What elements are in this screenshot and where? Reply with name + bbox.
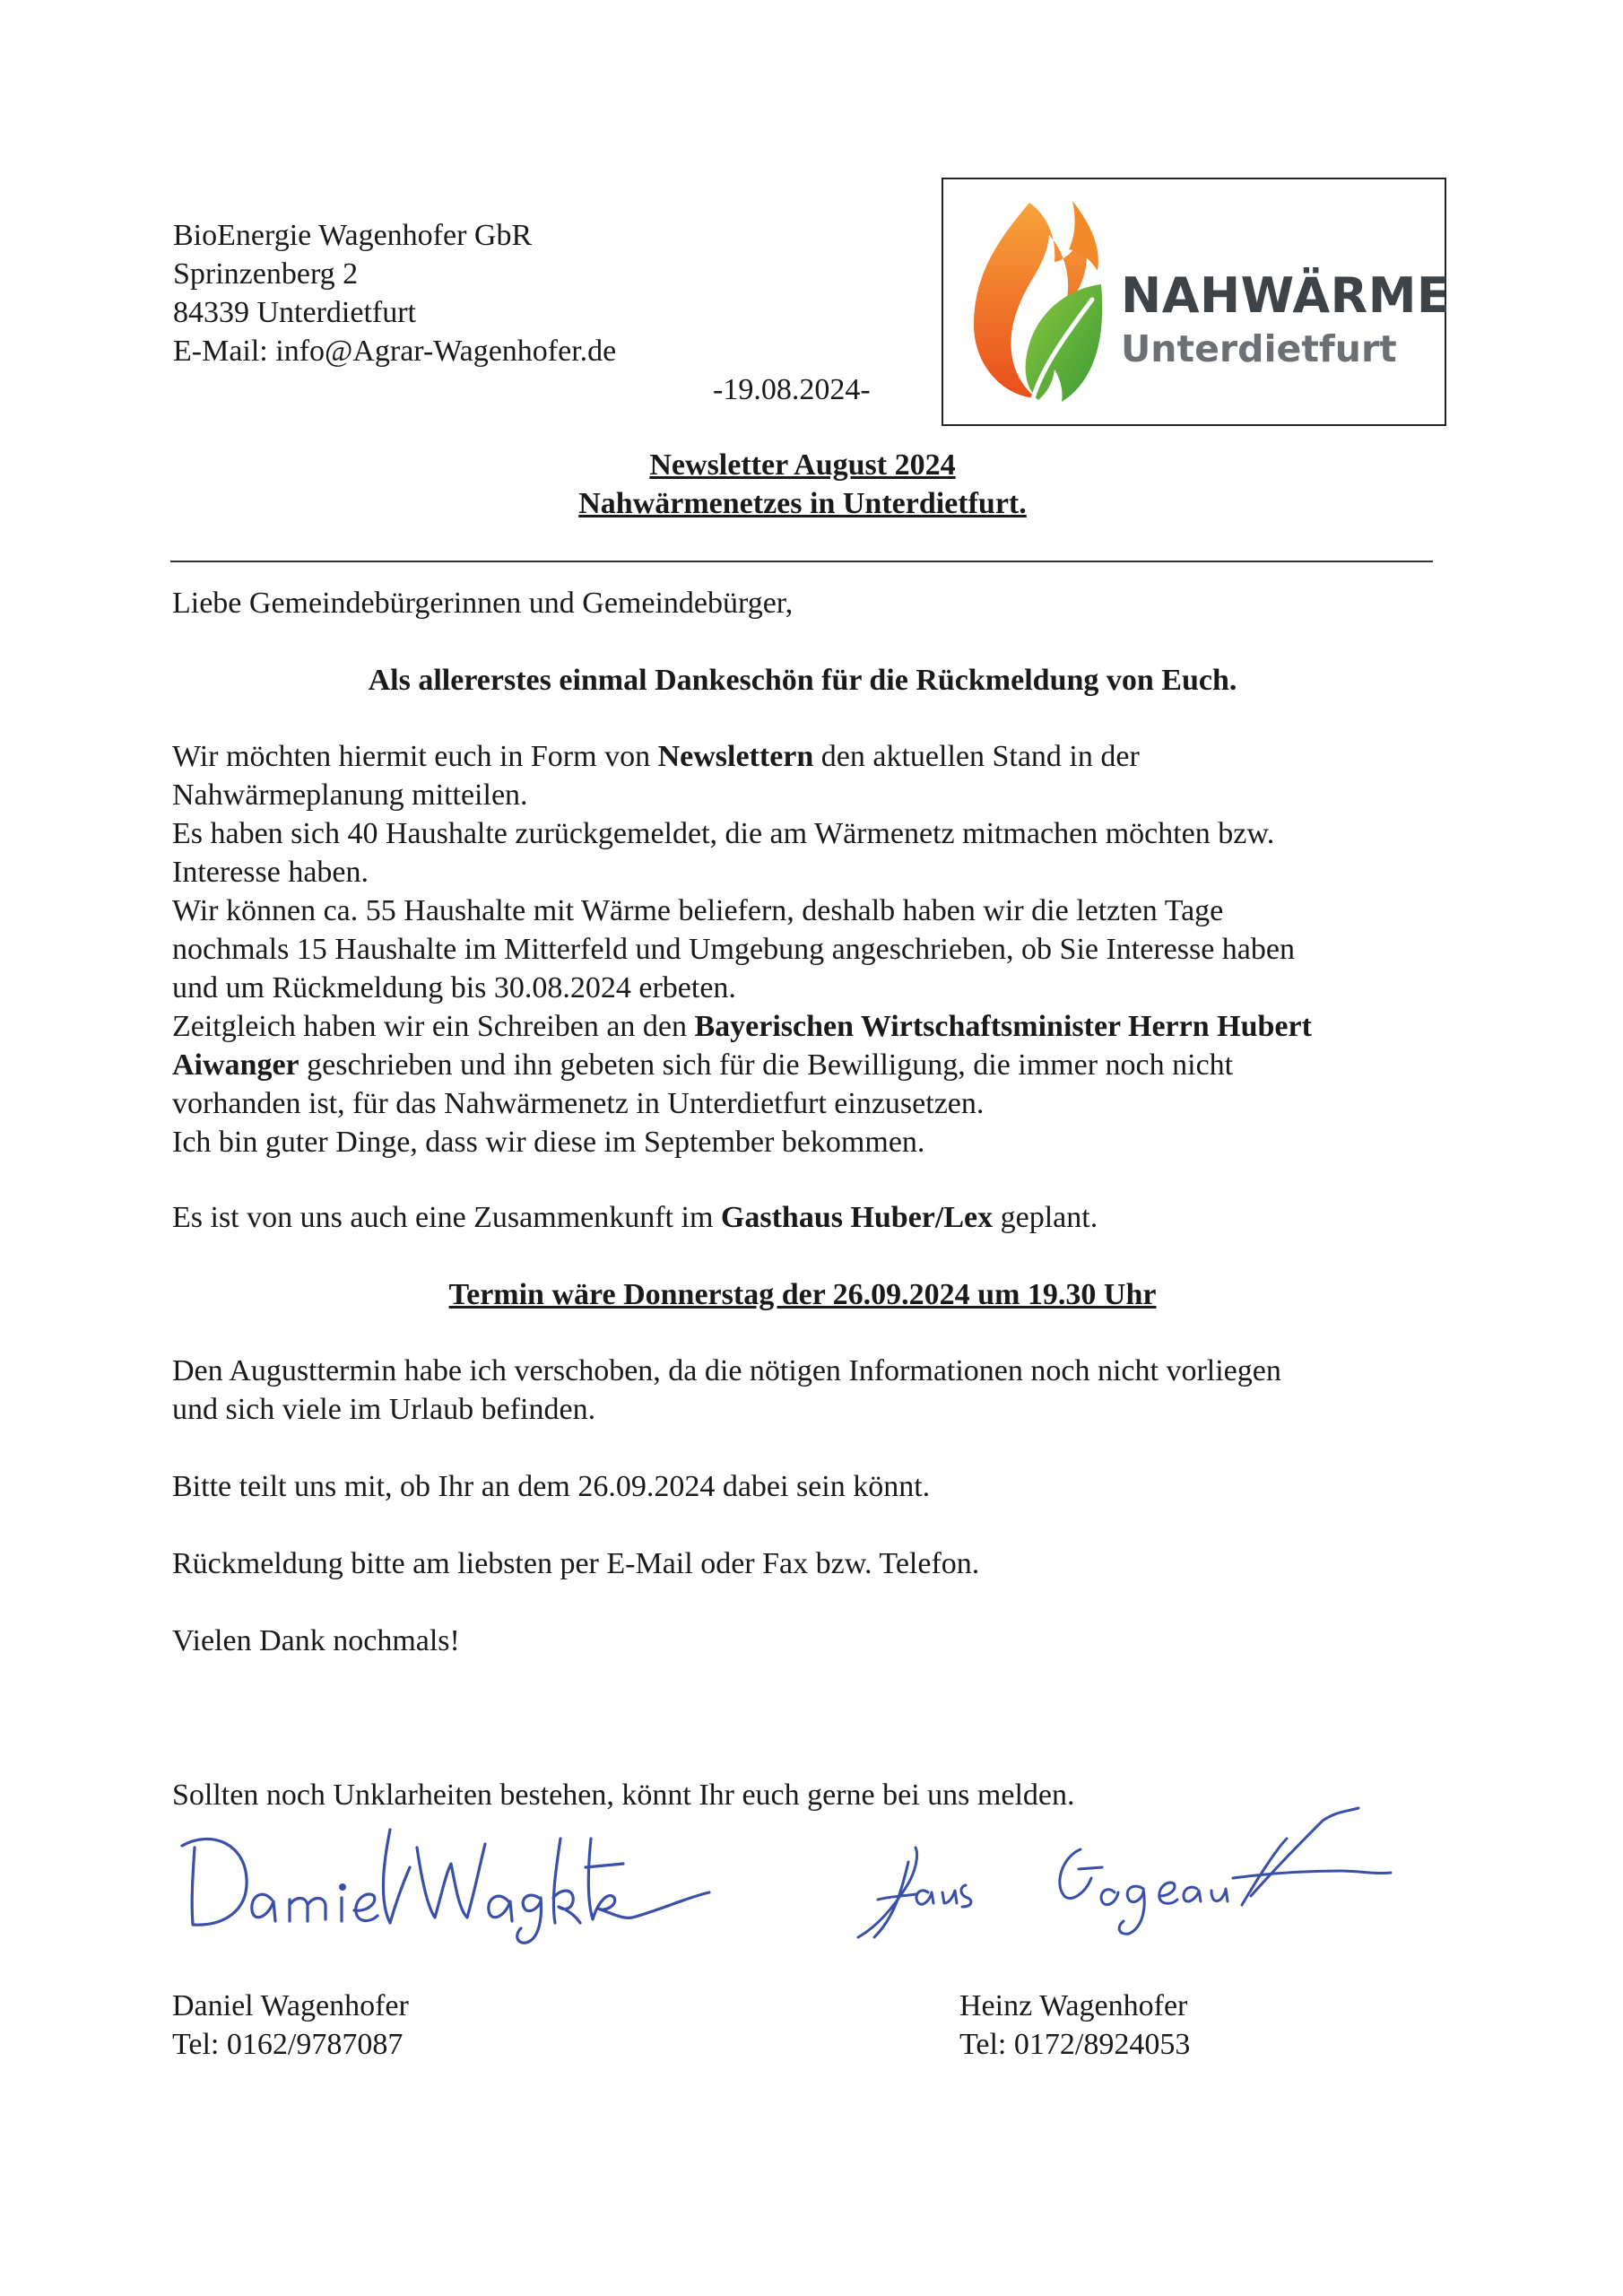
text-fragment: Wir möchten hiermit euch in Form von (172, 740, 658, 773)
sender-city: 84339 Unterdietfurt (173, 296, 416, 329)
flame-leaf-icon (967, 199, 1107, 405)
paragraph-thanks: Vielen Dank nochmals! (172, 1624, 460, 1657)
thanks-line: Als allererstes einmal Dankeschön für die Rückmeldung von Euch. (368, 664, 1237, 697)
status-line-10: vorhanden ist, für das Nahwärmenetz in Unterdietfurt einzusetzen. (172, 1087, 985, 1120)
meeting-date: Termin wäre Donnerstag der 26.09.2024 um 19.30 Uhr (448, 1278, 1157, 1311)
signatory-name: Heinz Wagenhofer (959, 1989, 1188, 2022)
text-fragment: den aktuellen Stand in der (813, 740, 1140, 773)
newsletter-heading-line2: Nahwärmenetzes in Unterdietfurt. (578, 487, 1027, 520)
signatory-tel: Tel: 0172/8924053 (959, 2028, 1191, 2061)
paragraph-questions: Sollten noch Unklarheiten bestehen, könnt Ihr euch gerne bei uns melden. (172, 1779, 1075, 1812)
bold-minister: Bayerischen Wirtschaftsminister Herrn Hubert (694, 1010, 1312, 1043)
bold-newsletter: Newslettern (657, 740, 814, 773)
sender-email: E-Mail: info@Agrar-Wagenhofer.de (173, 335, 617, 368)
status-line-7: und um Rückmeldung bis 30.08.2024 erbeten. (172, 971, 736, 1004)
signatory-daniel (172, 1987, 409, 2064)
signatory-heinz (959, 1987, 1190, 2064)
paragraph-meeting (172, 1198, 1445, 1237)
postponed-line-1: Den Augusttermin habe ich verschoben, da die nötigen Informationen noch nicht vorliegen (172, 1354, 1281, 1387)
status-line-9 (172, 1046, 1445, 1084)
status-line-5: Wir können ca. 55 Haushalte mit Wärme beliefern, deshalb haben wir die letzten Tage (172, 894, 1224, 927)
status-line-6: nochmals 15 Haushalte im Mitterfeld und Umgebung angeschrieben, ob Sie Interesse haben (172, 933, 1295, 966)
text-fragment: geplant. (993, 1201, 1098, 1234)
bold-aiwanger: Aiwanger (172, 1048, 299, 1082)
signatory-name: Daniel Wagenhofer (172, 1989, 409, 2022)
sender-street: Sprinzenberg 2 (173, 257, 359, 291)
logo-subtitle: Unterdietfurt (1121, 327, 1397, 370)
status-line-2: Nahwärmeplanung mitteilen. (172, 778, 528, 812)
status-line-11: Ich bin guter Dinge, dass wir diese im September bekommen. (172, 1126, 925, 1159)
status-line-1 (172, 737, 1445, 776)
signatory-tel: Tel: 0162/9787087 (172, 2028, 404, 2061)
newsletter-heading-line1: Newsletter August 2024 (649, 448, 956, 482)
greeting: Liebe Gemeindebürgerinnen und Gemeindebürger, (172, 587, 794, 620)
signature-heinz (856, 1803, 1394, 1955)
text-fragment: Es ist von uns auch eine Zusammenkunft im (172, 1201, 721, 1234)
heading-divider (170, 561, 1433, 562)
status-line-3: Es haben sich 40 Haushalte zurückgemeldet, die am Wärmenetz mitmachen möchten bzw. (172, 817, 1275, 850)
paragraph-status (172, 737, 1445, 1161)
sender-company: BioEnergie Wagenhofer GbR (173, 219, 533, 252)
status-line-8 (172, 1007, 1445, 1046)
status-line-4: Interesse haben. (172, 856, 369, 889)
signature-daniel (175, 1812, 713, 1946)
text-fragment: Zeitgleich haben wir ein Schreiben an den (172, 1010, 695, 1043)
sender-address (173, 216, 616, 370)
text-fragment: geschrieben und ihn gebeten sich für die Bewilligung, die immer noch nicht (299, 1048, 1234, 1082)
nahwaerme-logo (942, 178, 1451, 426)
paragraph-postponed (172, 1352, 1445, 1429)
postponed-line-2: und sich viele im Urlaub befinden. (172, 1393, 596, 1426)
bold-gasthaus: Gasthaus Huber/Lex (720, 1201, 994, 1234)
paragraph-attendance: Bitte teilt uns mit, ob Ihr an dem 26.09.2024 dabei sein könnt. (172, 1470, 931, 1503)
meeting-line (172, 1198, 1445, 1237)
paragraph-feedback: Rückmeldung bitte am liebsten per E-Mail oder Fax bzw. Telefon. (172, 1547, 980, 1580)
letter-date: -19.08.2024- (713, 373, 871, 406)
logo-title: NAHWÄRME (1121, 267, 1451, 324)
